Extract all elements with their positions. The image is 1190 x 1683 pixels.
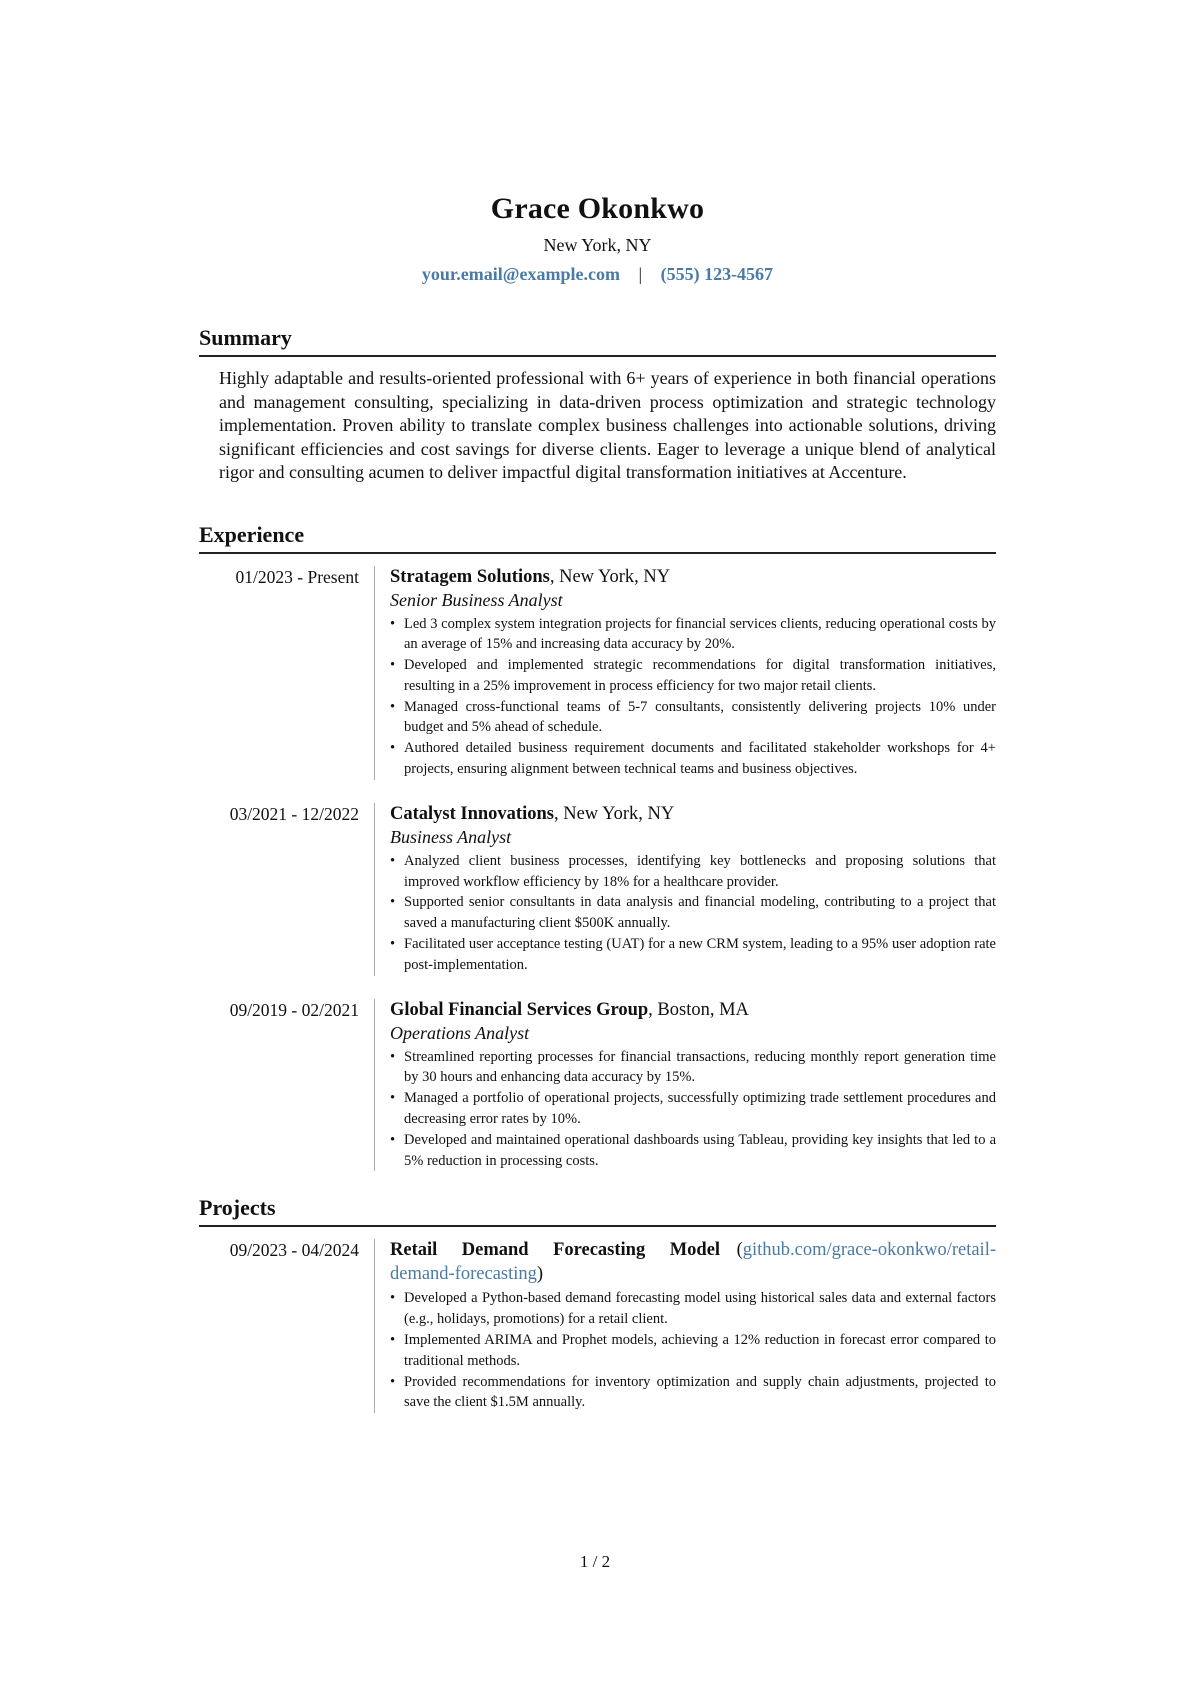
paren-open: (	[720, 1240, 743, 1261]
entry-date: 09/2019 - 02/2021	[229, 999, 359, 1020]
entry-heading	[390, 999, 996, 1022]
projects-section	[199, 1194, 996, 1413]
company-name: Catalyst Innovations	[390, 803, 554, 824]
bullet-item: • Streamlined reporting processes for financial transactions, reducing monthly report generation time by 30 hours and enhancing data accuracy by 15%.	[390, 1047, 996, 1089]
experience-list	[199, 566, 996, 1172]
job-title: Operations Analyst	[390, 1022, 530, 1043]
project-entry	[199, 1239, 996, 1413]
company-location: , New York, NY	[549, 566, 671, 587]
job-title: Business Analyst	[390, 826, 512, 847]
email-link[interactable]: your.email@example.com	[421, 264, 620, 284]
entry-body	[374, 566, 996, 780]
experience-title: Experience	[199, 521, 996, 554]
project-heading	[390, 1239, 996, 1286]
bullet-item: • Developed and implemented strategic recommendations for digital transformation initiatives, resulting in a 25% improvement in process efficiency for two major retail clients.	[390, 655, 996, 697]
experience-entry	[199, 999, 996, 1172]
bullet-item: • Analyzed client business processes, identifying key bottlenecks and proposing solutions that improved workflow efficiency by 18% for a healthcare provider.	[390, 851, 996, 893]
contact-line	[199, 262, 996, 286]
job-title: Senior Business Analyst	[390, 589, 563, 610]
resume-header	[199, 189, 996, 286]
projects-title: Projects	[199, 1194, 996, 1227]
paren-close: )	[536, 1263, 544, 1284]
entry-date: 01/2023 - Present	[235, 566, 359, 587]
bullet-item: • Led 3 complex system integration projects for financial services clients, reducing operational costs by an average of 15% and increasing data accuracy by 20%.	[390, 614, 996, 656]
project-name: Retail Demand Forecasting Model	[390, 1240, 721, 1261]
summary-section	[199, 324, 996, 485]
entry-date: 03/2021 - 12/2022	[229, 803, 359, 824]
entry-body	[374, 999, 996, 1172]
entry-heading	[390, 566, 996, 589]
phone-link[interactable]: (555) 123-4567	[660, 264, 774, 284]
bullet-item: • Developed and maintained operational dashboards using Tableau, providing key insights that led to a 5% reduction in processing costs.	[390, 1130, 996, 1172]
bullet-list	[390, 614, 996, 780]
company-location: , New York, NY	[553, 803, 675, 824]
company-name: Global Financial Services Group	[390, 999, 649, 1020]
entry-body	[374, 803, 996, 976]
bullet-item: • Implemented ARIMA and Prophet models, achieving a 12% reduction in forecast error compared to traditional methods.	[390, 1330, 996, 1372]
company-name: Stratagem Solutions	[390, 566, 550, 587]
bullet-list	[390, 1288, 996, 1413]
bullet-list	[390, 851, 996, 976]
summary-text: Highly adaptable and results-oriented professional with 6+ years of experience in both financial operations and management consulting, specializing in data-driven process optimization and strategic technology implementation. Proven ability to translate complex business challenges into actionable solutions, driving significant efficiencies and cost savings for diverse clients. Eager to leverage a unique blend of analytical rigor and consulting acumen to deliver impactful digital transformation initiatives at Accenture.	[219, 368, 996, 482]
experience-entry	[199, 803, 996, 976]
experience-entry	[199, 566, 996, 780]
candidate-name: Grace Okonkwo	[490, 192, 705, 225]
page-number: 1 / 2	[579, 1552, 611, 1571]
project-link[interactable]: github.com/grace-okonkwo/retail-demand-forecasting	[390, 1240, 996, 1284]
company-location: , Boston, MA	[648, 999, 749, 1020]
bullet-item: • Developed a Python-based demand forecasting model using historical sales data and external factors (e.g., holidays, promotions) for a retail client.	[390, 1288, 996, 1330]
bullet-list	[390, 1047, 996, 1172]
projects-list	[199, 1239, 996, 1413]
summary-title: Summary	[199, 324, 996, 357]
bullet-item: • Managed a portfolio of operational projects, successfully optimizing trade settlement procedures and decreasing error rates by 10%.	[390, 1088, 996, 1130]
bullet-item: • Facilitated user acceptance testing (UAT) for a new CRM system, leading to a 95% user adoption rate post-implementation.	[390, 934, 996, 976]
bullet-item: • Provided recommendations for inventory optimization and supply chain adjustments, projected to save the client $1.5M annually.	[390, 1372, 996, 1414]
experience-section	[199, 521, 996, 1172]
bullet-item: • Authored detailed business requirement documents and facilitated stakeholder workshops for 4+ projects, ensuring alignment between technical teams and business objectives.	[390, 738, 996, 780]
resume-page	[199, 0, 996, 1436]
bullet-item: • Managed cross-functional teams of 5-7 consultants, consistently delivering projects 10% under budget and 5% ahead of schedule.	[390, 697, 996, 739]
candidate-location: New York, NY	[543, 235, 652, 255]
bullet-item: • Supported senior consultants in data analysis and financial modeling, contributing to a project that saved a manufacturing client $500K annually.	[390, 892, 996, 934]
entry-heading	[390, 803, 996, 826]
contact-separator: |	[638, 264, 643, 284]
entry-date: 09/2023 - 04/2024	[229, 1240, 359, 1261]
entry-body	[374, 1239, 996, 1413]
